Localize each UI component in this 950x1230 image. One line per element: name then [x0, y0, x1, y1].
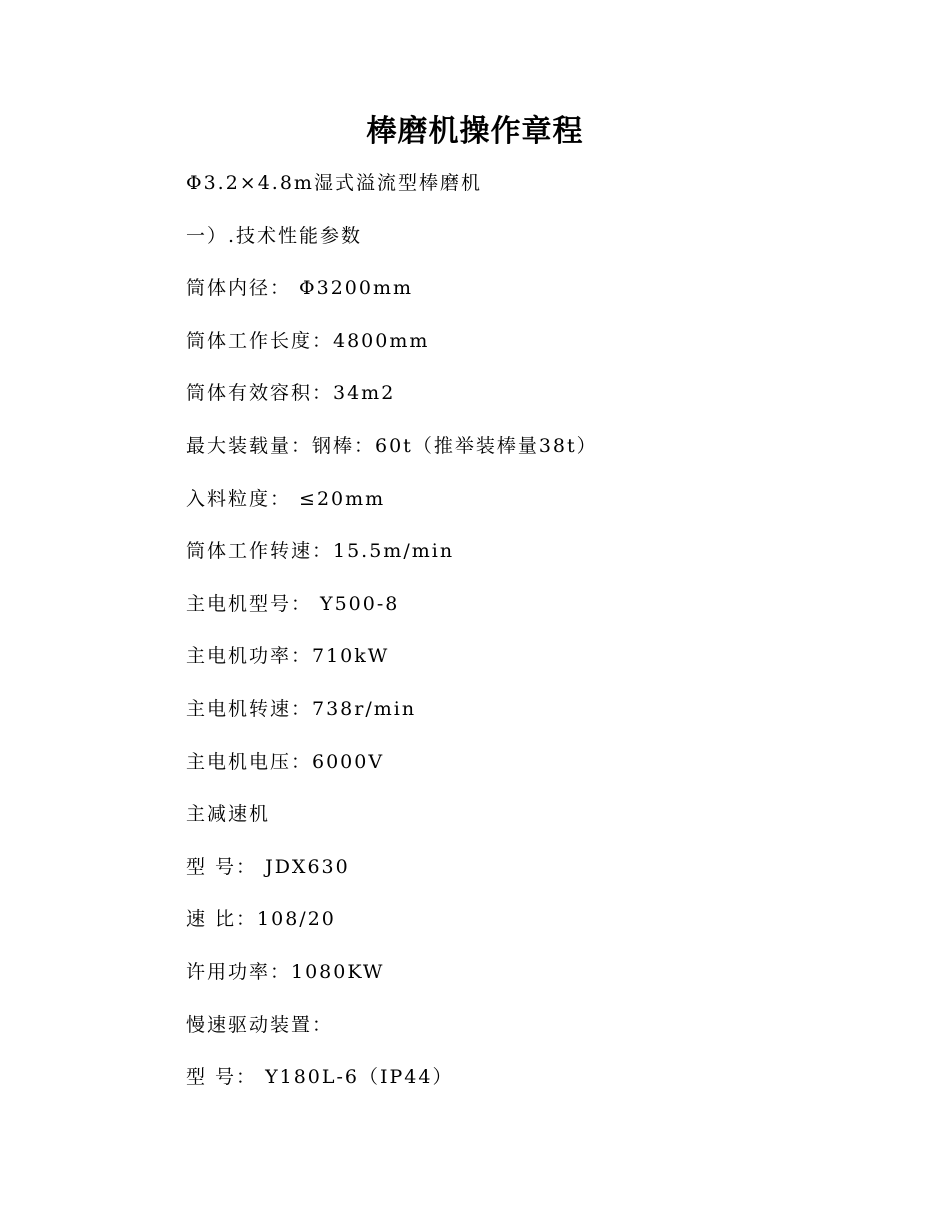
model-line: Φ3.2×4.8m湿式溢流型棒磨机	[186, 172, 482, 194]
spec-line: 筒体工作转速：15.5m/min	[186, 540, 455, 563]
spec-line: 入料粒度： ≤20mm	[186, 487, 386, 510]
spec-line: 筒体工作长度：4800mm	[186, 329, 430, 352]
spec-line: 筒体内径： Φ3200mm	[186, 277, 414, 300]
spec-line: 主电机电压：6000V	[186, 750, 385, 773]
section-heading: 一）.技术性能参数	[186, 224, 363, 247]
spec-line: 筒体有效容积：34m2	[186, 382, 396, 405]
document-title: 棒磨机操作章程	[366, 114, 584, 149]
spec-line: 速 比：108/20	[186, 908, 336, 931]
spec-line: 主电机型号： Y500-8	[186, 592, 400, 615]
subsection-heading: 慢速驱动装置：	[186, 1013, 334, 1036]
spec-line: 最大装载量：钢棒：60t（推举装棒量38t）	[186, 434, 598, 457]
document-body	[186, 166, 886, 1113]
spec-line: 主电机功率：710kW	[186, 645, 390, 668]
spec-line: 许用功率：1080KW	[186, 960, 385, 983]
spec-line: 主电机转速：738r/min	[186, 697, 417, 720]
subsection-heading: 主减速机	[186, 803, 271, 826]
spec-line: 型 号： Y180L-6（IP44）	[186, 1066, 454, 1089]
spec-line: 型 号： JDX630	[186, 855, 350, 878]
